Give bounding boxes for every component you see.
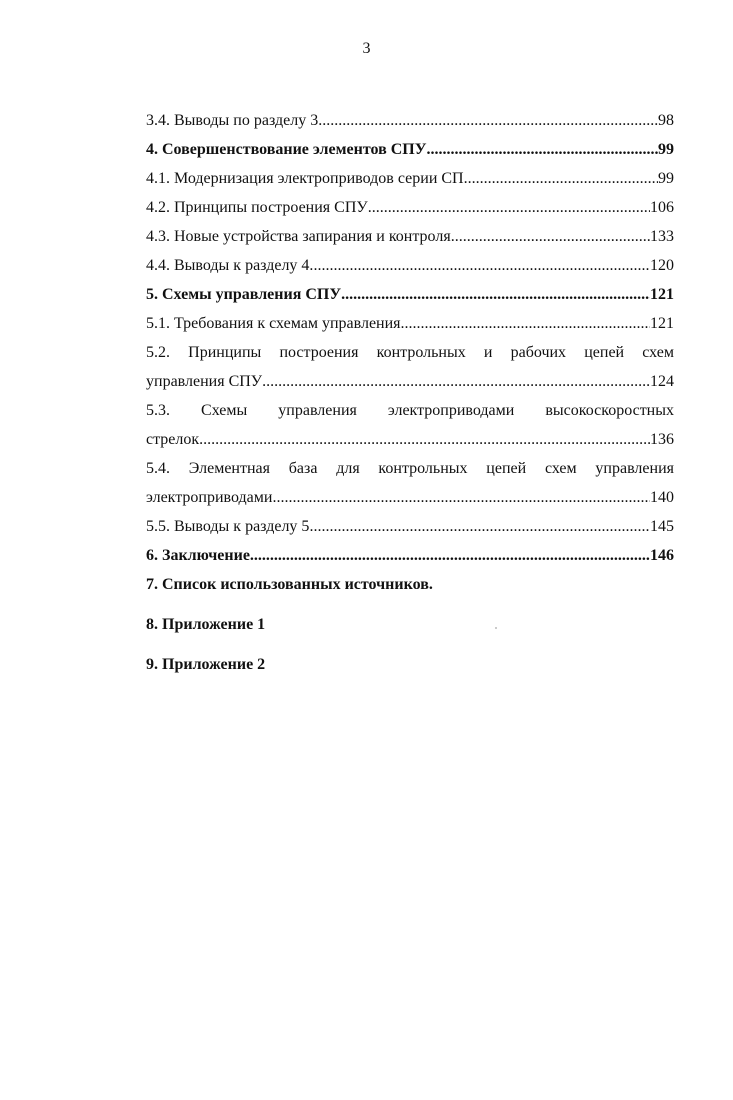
dot-leader	[250, 541, 650, 570]
toc-entry-title: 3.4. Выводы по разделу 3	[146, 112, 319, 129]
toc-entry-5[interactable]	[146, 280, 674, 309]
dot-leader	[341, 280, 650, 309]
toc-entry-4[interactable]	[146, 135, 674, 164]
toc-entry-5-2[interactable]	[146, 338, 674, 396]
page-number: 3	[362, 40, 371, 57]
dot-leader	[309, 512, 650, 541]
dot-leader	[272, 483, 650, 512]
dot-leader	[426, 135, 658, 164]
toc-entry-3-4[interactable]	[146, 106, 674, 135]
toc-entry-5-5[interactable]	[146, 512, 674, 541]
toc-entry-4-4[interactable]	[146, 251, 674, 280]
toc-entry-7[interactable]: 7. Список использованных источников.	[146, 576, 433, 593]
toc-entry-page: 121	[650, 286, 674, 303]
toc-entry-page: 145	[650, 518, 674, 535]
toc-entry-page: 146	[650, 547, 674, 564]
dot-leader	[405, 309, 650, 338]
toc-entry-title-line: 5.4. Элементная база для контрольных цепей схем управления	[146, 460, 674, 477]
toc-entry-5-1[interactable]	[146, 309, 674, 338]
toc-entry-title: 4.4. Выводы к разделу 4.	[146, 257, 314, 274]
toc-entry-5-3[interactable]	[146, 396, 674, 454]
toc-entry-page: 99	[658, 141, 674, 158]
toc-entry-title: управления СПУ	[146, 373, 263, 390]
scan-speck	[495, 627, 497, 629]
toc-entry-title: 4.1. Модернизация электроприводов серии СП.	[146, 170, 468, 187]
toc-entry-page: 120	[650, 257, 674, 274]
toc-entry-title: стрелок	[146, 431, 200, 448]
toc-entry-8[interactable]: 8. Приложение 1	[146, 616, 266, 633]
toc-entry-page: 133	[650, 228, 674, 245]
toc-entry-title-line: 5.3. Схемы управления электроприводами высокоскоростных	[146, 402, 674, 419]
toc-entry-page: 140	[650, 489, 674, 506]
toc-entry-5-4[interactable]	[146, 454, 674, 512]
toc-entry-page: 124	[650, 373, 674, 390]
toc-entry-title: электроприводами	[146, 489, 273, 506]
toc-entry-page: 121	[650, 315, 674, 332]
toc-entry-page: 136	[650, 431, 674, 448]
toc-entry-page: 99	[658, 170, 674, 187]
toc-entry-title: 5.1. Требования к схемам управления.	[146, 315, 405, 332]
toc-entry-title: 4.2. Принципы построения СПУ	[146, 199, 368, 216]
dot-leader	[451, 222, 650, 251]
table-of-contents	[146, 106, 674, 679]
toc-entry-6[interactable]	[146, 541, 674, 570]
dot-leader	[313, 251, 650, 280]
toc-entry-9[interactable]: 9. Приложение 2	[146, 656, 266, 673]
toc-entry-title: 5. Схемы управления СПУ	[146, 286, 342, 303]
dot-leader	[368, 193, 650, 222]
toc-entry-4-1[interactable]	[146, 164, 674, 193]
dot-leader	[262, 367, 650, 396]
toc-entry-title: 5.5. Выводы к разделу 5	[146, 518, 310, 535]
toc-entry-4-3[interactable]	[146, 222, 674, 251]
toc-entry-title-line: 5.2. Принципы построения контрольных и рабочих цепей схем	[146, 344, 674, 361]
toc-entry-page: 106	[650, 199, 674, 216]
toc-entry-title: 4. Совершенствование элементов СПУ	[146, 141, 427, 158]
dot-leader	[199, 425, 650, 454]
toc-entry-title: 4.3. Новые устройства запирания и контроля	[146, 228, 451, 245]
dot-leader	[468, 164, 658, 193]
toc-entry-title: 6. Заключение	[146, 547, 250, 564]
dot-leader	[318, 106, 658, 135]
toc-entry-4-2[interactable]	[146, 193, 674, 222]
toc-entry-page: 98	[658, 112, 674, 129]
